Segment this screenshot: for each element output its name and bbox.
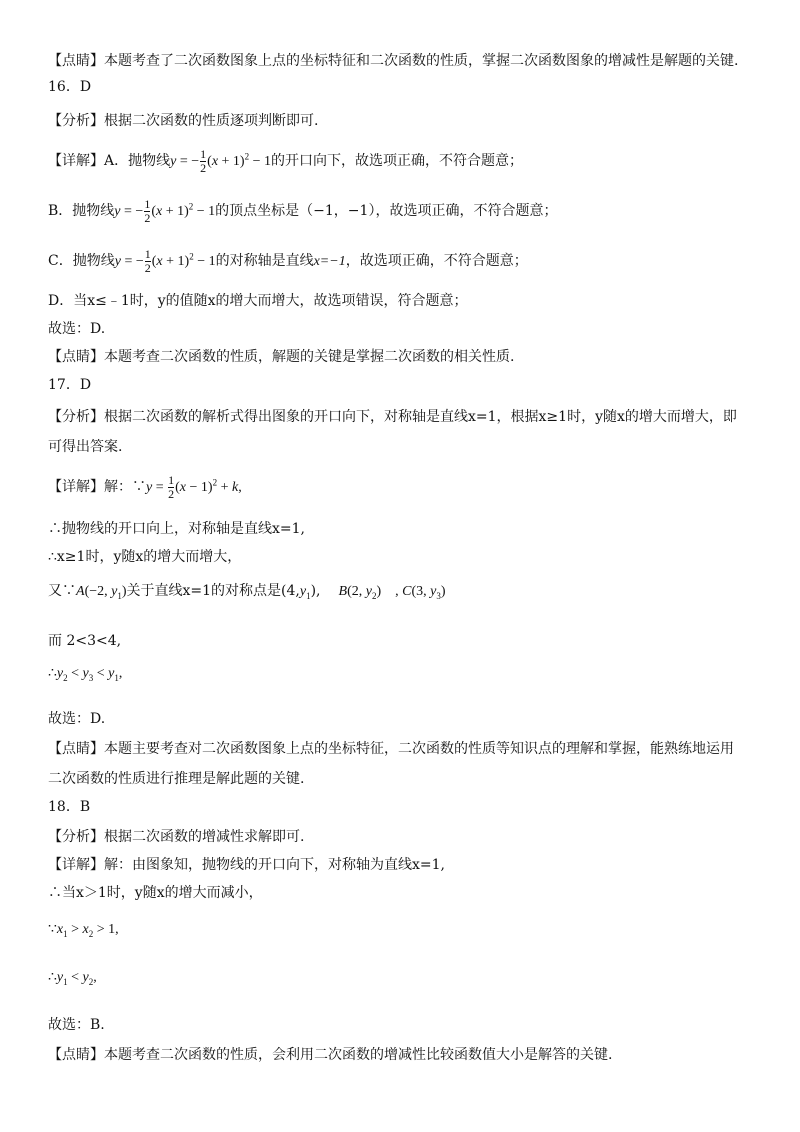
text-line <box>48 474 242 501</box>
text-segment: ∴ <box>48 969 57 985</box>
text-line: ∴抛物线的开口向上，对称轴是直线x=1, <box>48 521 305 537</box>
text-line <box>48 148 523 175</box>
text-line <box>48 970 97 987</box>
text-line: 【点睛】本题主要考查对二次函数图象上点的坐标特征，二次函数的性质等知识点的理解和掌握，能熟练地运用 <box>48 741 734 757</box>
text-line: 故选：D. <box>48 711 106 727</box>
question-number: 18．B <box>48 799 91 815</box>
formula: y = − $\frac{1}{2}$ $(x + 1)^2 - 1$ <box>114 247 216 276</box>
text-line: 【点睛】本题考查二次函数的性质，会利用二次函数的增减性比较函数值大小是解答的关键. <box>48 1047 613 1063</box>
text-segment: 的开口向下，故选项正确，不符合题意； <box>271 152 523 169</box>
text-segment: 又∵ <box>48 583 76 599</box>
text-segment: 【详解】解：∵ <box>48 478 146 495</box>
text-segment: B．抛物线 <box>48 202 115 219</box>
formula: B(2, $y_2$) <box>338 584 382 601</box>
text-segment: ), <box>310 583 321 599</box>
text-segment: 关于直线x=1的对称点是(4, <box>126 583 300 599</box>
text-line <box>48 248 528 275</box>
formula: x=−1 <box>313 253 346 269</box>
text-line: 【点睛】本题考查二次函数的性质，解题的关键是掌握二次函数的相关性质. <box>48 349 515 365</box>
formula: y = $\frac{1}{2}$ $(x - 1)^2 + k$, <box>146 473 242 502</box>
text-segment: 的对称轴是直线 <box>215 252 314 269</box>
text-line <box>48 198 557 225</box>
text-segment: 的顶点坐标是（−1，−1），故选项正确，不符合题意； <box>215 202 558 219</box>
formula: $y_2 < y_3 < y_1$, <box>56 666 123 683</box>
text-line: 【分析】根据二次函数的性质逐项判断即可. <box>48 113 319 129</box>
formula: $x_1 > x_2 > 1$, <box>56 922 119 939</box>
formula: , C(3, $y_3$) <box>395 584 446 601</box>
text-line: 【点睛】本题考查了二次函数图象上点的坐标特征和二次函数的性质，掌握二次函数图象的增减性是解题的关键. <box>48 53 739 69</box>
text-segment: 【详解】A．抛物线 <box>48 152 171 169</box>
formula: $y_1$ <box>299 584 311 601</box>
question-number: 16．D <box>48 79 92 95</box>
text-segment: C．抛物线 <box>48 252 115 269</box>
text-segment: ∵ <box>48 921 57 937</box>
text-line: ∴x≥1时，y随x的增大而增大， <box>48 549 242 565</box>
text-line: 故选：B. <box>48 1017 105 1033</box>
text-line: D．当x≤﹣1时，y的值随x的增大而增大，故选项错误，符合题意； <box>48 293 468 309</box>
question-number: 17．D <box>48 377 92 393</box>
text-segment: ∴ <box>48 665 57 681</box>
formula: y = − $\frac{1}{2}$ $(x + 1)^2 - 1$ <box>170 147 271 176</box>
text-line: 【分析】根据二次函数的解析式得出图象的开口向下，对称轴是直线x=1，根据x≥1时，y随x的增大而增大，即 <box>48 409 737 425</box>
text-line <box>48 584 446 601</box>
text-line: 而 2<3<4, <box>48 633 122 649</box>
formula: $y_1 < y_2$, <box>56 970 97 987</box>
formula: y = − $\frac{1}{2}$ $(x + 1)^2 - 1$ <box>114 197 216 226</box>
text-line <box>48 666 122 683</box>
text-line: ∴当x＞1时，y随x的增大而减小， <box>48 885 263 901</box>
text-line <box>48 922 119 939</box>
formula: A(−2, $y_1$) <box>76 584 127 601</box>
text-line: 可得出答案. <box>48 439 123 455</box>
text-line: 故选：D. <box>48 321 106 337</box>
text-segment: ，故选项正确，不符合题意； <box>345 252 528 269</box>
text-line: 二次函数的性质进行推理是解此题的关键. <box>48 771 305 787</box>
text-line: 【分析】根据二次函数的增减性求解即可. <box>48 829 305 845</box>
text-line: 【详解】解：由图象知，抛物线的开口向下，对称轴为直线x=1, <box>48 857 445 873</box>
